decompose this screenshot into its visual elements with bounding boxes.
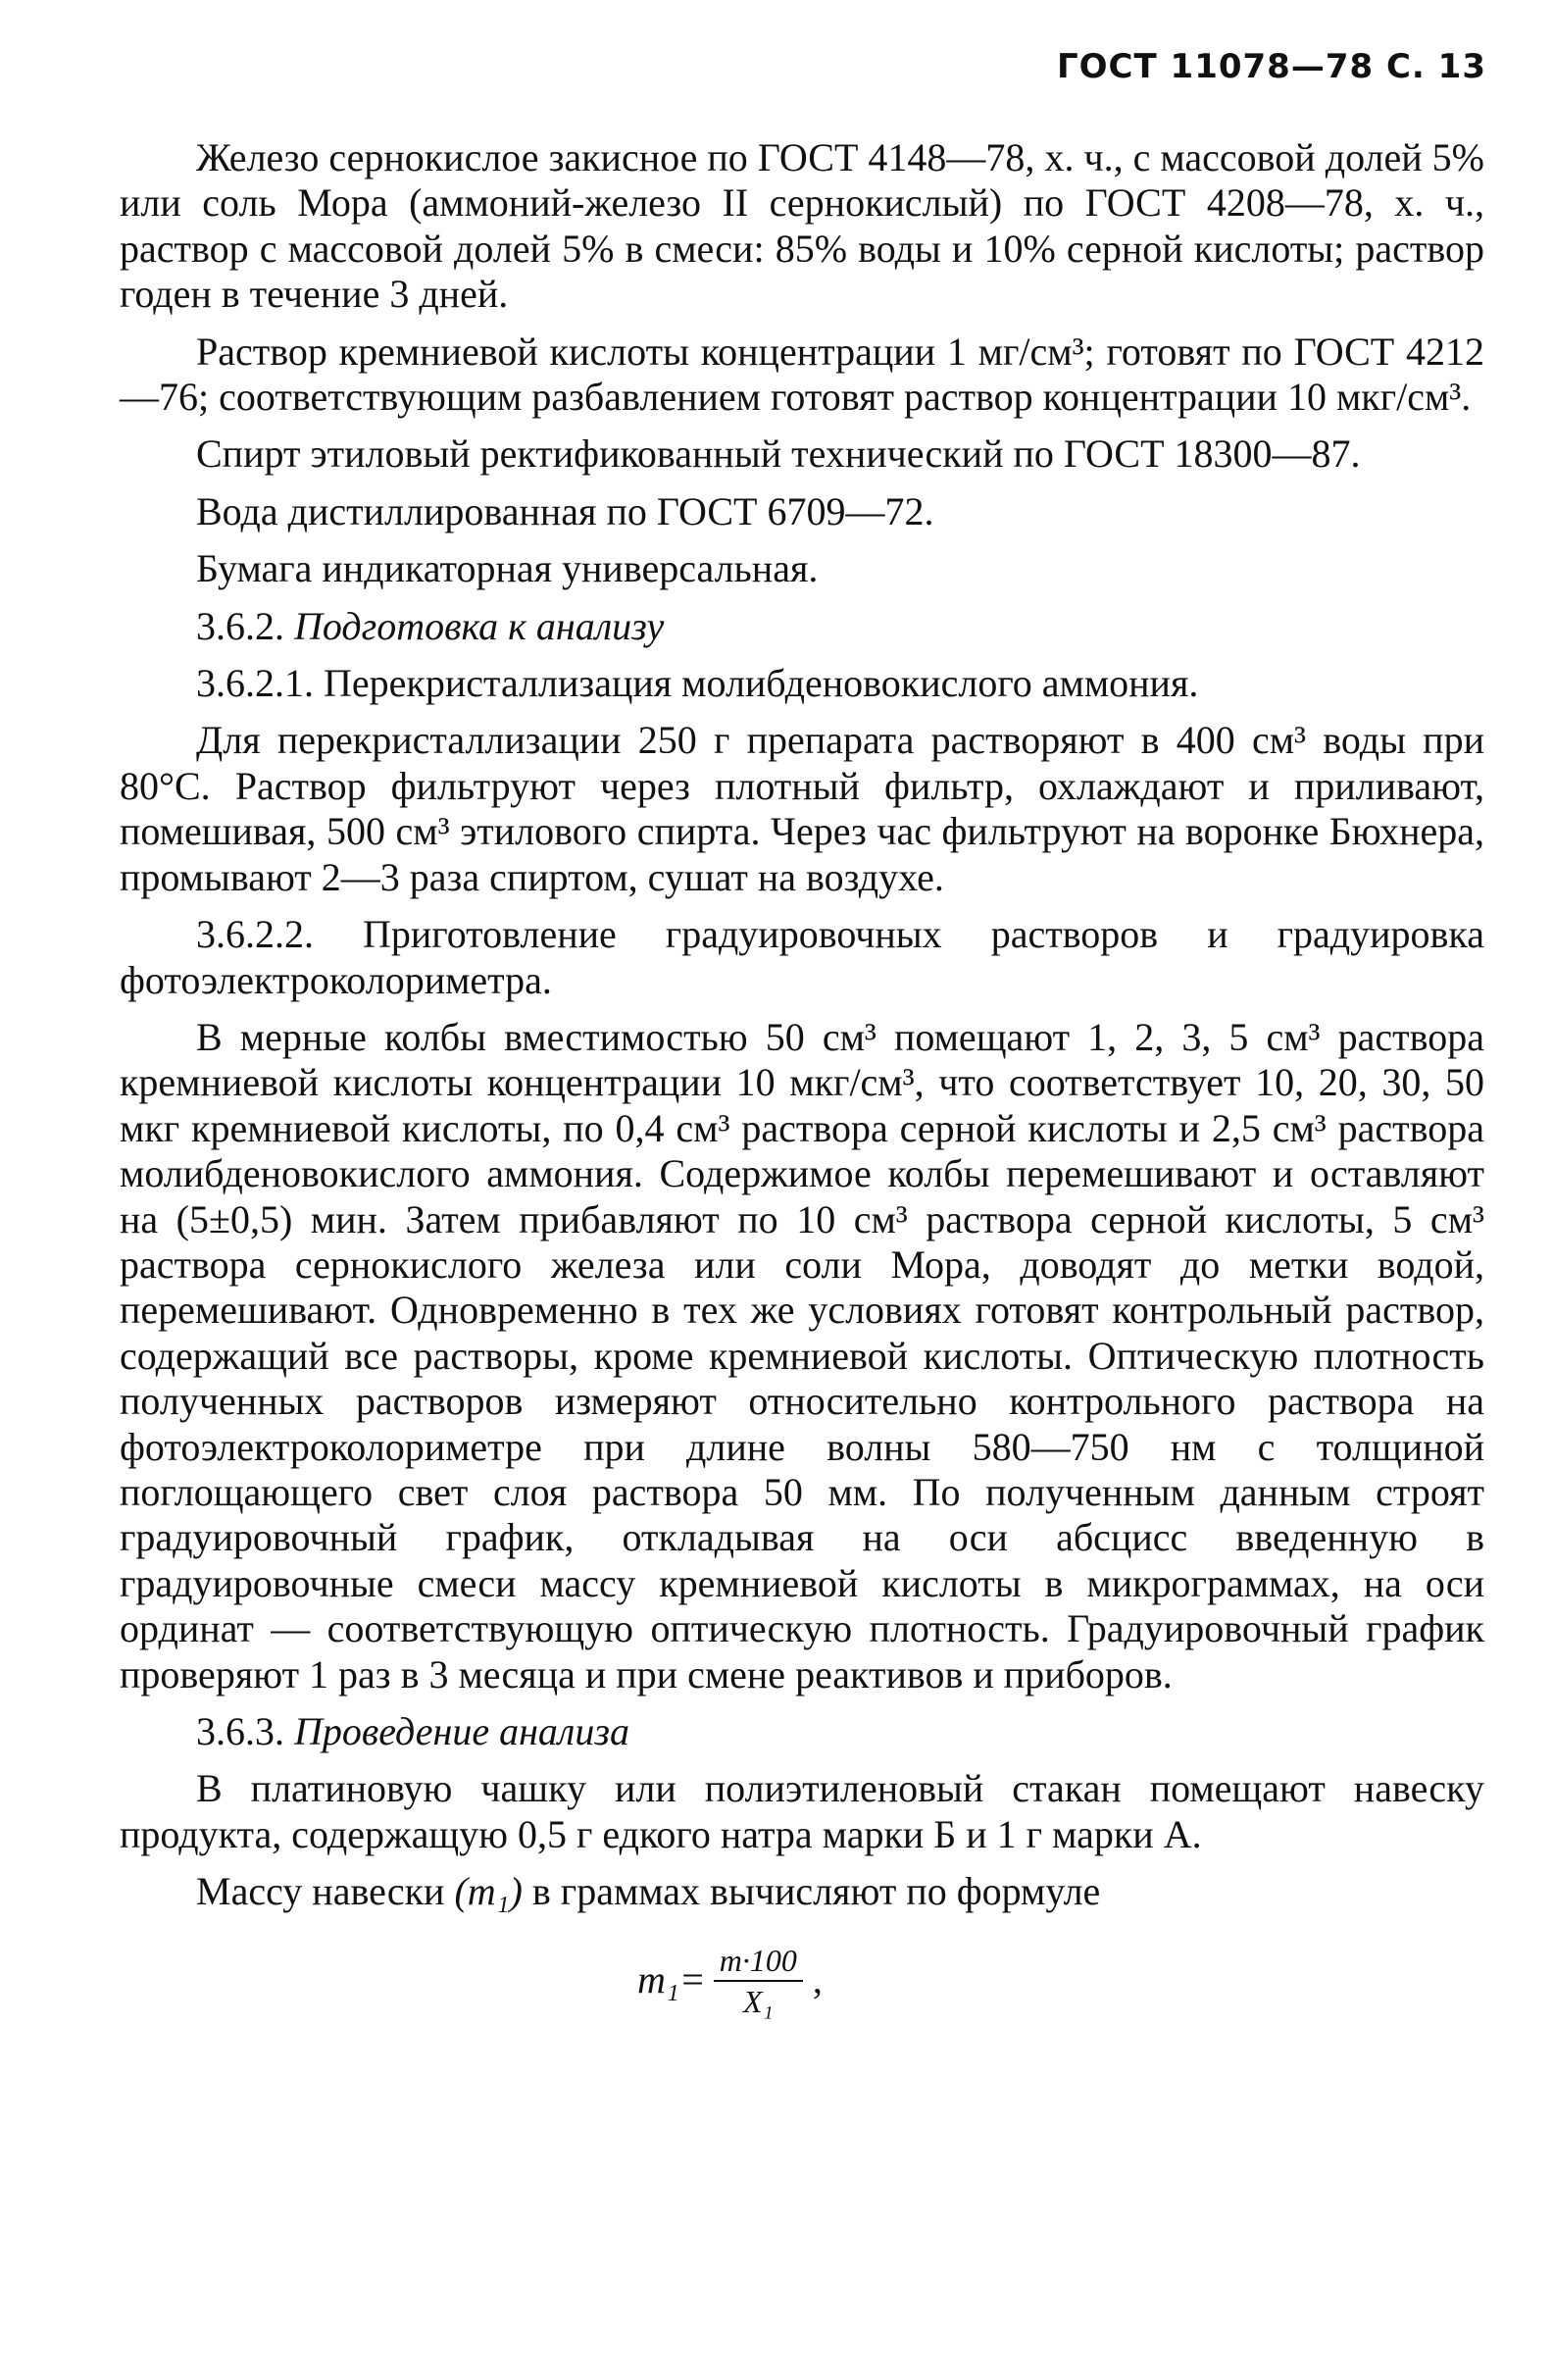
document-body: [120, 135, 1484, 2019]
paragraph-silicic-acid-solution: Раствор кремниевой кислоты концентрации 1 мг/см³; готовят по ГОСТ 4212—76; соответствующим разбавлением готовят раствор концентрации 10 мкг/см³.: [120, 329, 1484, 420]
paragraph-recrystallization-heading: 3.6.2.1. Перекристаллизация молибденовокислого аммония.: [196, 661, 1199, 706]
paragraph-indicator-paper: Бумага индикаторная универсальная.: [196, 546, 819, 591]
formula-lhs: m₁=: [637, 1957, 706, 2002]
paragraph-sample-mass: [120, 1869, 1484, 1914]
paragraph-distilled-water: Вода дистиллированная по ГОСТ 6709—72.: [196, 488, 934, 533]
sample-mass-text-b: в граммах вычисляют по формуле: [522, 1869, 1101, 1914]
sample-mass-variable: (m₁): [454, 1869, 523, 1914]
formula-denominator: X₁: [743, 1983, 774, 2019]
fraction-bar: [714, 1980, 803, 1982]
formula-fraction: [714, 1943, 803, 2019]
formula-trailing-comma: ,: [812, 1957, 823, 2002]
paragraph-recrystallization-procedure: Для перекристаллизации 250 г препарата растворяют в 400 см³ воды при 80°С. Раствор фильтруют через плотный фильтр, охлаждают и приливают, помешивая, 500 см³ этилового спирта. Через час фильтруют на воронке Бюхнера, промывают 2—3 раза спиртом, сушат на воздухе.: [120, 718, 1484, 899]
paragraph-calibration-procedure: В мерные колбы вместимостью 50 см³ помещают 1, 2, 3, 5 см³ раствора кремниевой кислоты концентрации 10 мкг/см³, что соответствует 10, 20, 30, 50 мкг кремниевой кислоты, по 0,4 см³ раствора серной кислоты и 2,5 см³ раствора молибденовокислого аммония. Содержимое колбы перемешивают и оставляют на (5±0,5) мин. Затем прибавляют по 10 см³ раствора серной кислоты, 5 см³ раствора сернокислого железа или соли Мора, доводят до метки водой, перемешивают. Одновременно в тех же условиях готовят контрольный раствор, содержащий все растворы, кроме кремниевой кислоты. Оптическую плотность полученных растворов измеряют относительно контрольного раствора на фотоэлектроколориметре при длине волны 580—750 нм с толщиной поглощающего свет слоя раствора 50 мм. По полученным данным строят градуировочный график, откладывая на оси абсцисс введенную в градуировочные смеси массу кремниевой кислоты в микрограммах, на оси ординат — соответствующую оптическую плотность. Градуировочный график проверяют 1 раз в 3 месяца и при смене реактивов и приборов.: [120, 1014, 1484, 1696]
paragraph-ethyl-alcohol: Спирт этиловый ректификованный технический по ГОСТ 18300—87.: [196, 431, 1361, 477]
page-header: ГОСТ 11078—78 С. 13: [1056, 47, 1486, 86]
mass-formula: [120, 1943, 1484, 2019]
sample-mass-text-a: Массу навески: [196, 1869, 455, 1914]
section-number: 3.6.3.: [196, 1709, 284, 1753]
paragraph-calibration-heading: 3.6.2.2. Приготовление градуировочных растворов и градуировка фотоэлектроколориметра.: [120, 912, 1484, 1002]
section-title: Проведение анализа: [294, 1709, 629, 1753]
section-number: 3.6.2.: [196, 603, 284, 648]
section-title: Подготовка к анализу: [294, 603, 665, 648]
formula-numerator: m·100: [719, 1942, 797, 1978]
paragraph-sample-preparation: В платиновую чашку или полиэтиленовый стакан помещают навеску продукта, содержащую 0,5 г едкого натра марки Б и 1 г марки А.: [120, 1766, 1484, 1856]
section-heading-3-6-3: [120, 1709, 1484, 1754]
section-heading-3-6-2: [120, 604, 1484, 649]
paragraph-iron-sulfate: Железо сернокислое закисное по ГОСТ 4148—78, х. ч., с массовой долей 5% или соль Мора (аммоний-железо II сернокислый) по ГОСТ 4208—78, х. ч., раствор с массовой долей 5% в смеси: 85% воды и 10% серной кислоты; раствор годен в течение 3 дней.: [120, 135, 1484, 317]
